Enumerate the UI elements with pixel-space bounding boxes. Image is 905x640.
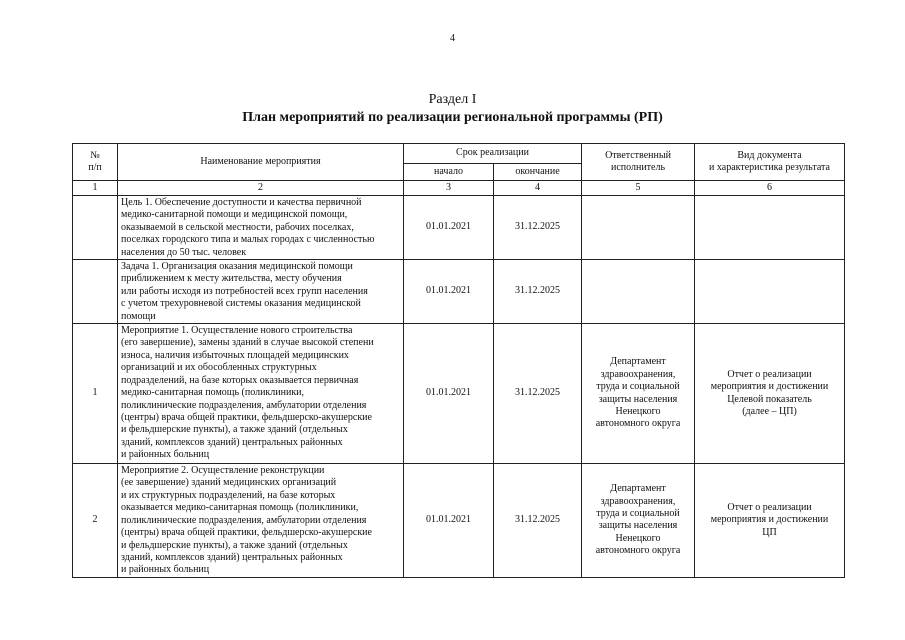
table-row (73, 324, 845, 464)
row-executor: Департамент здравоохранения, труда и социальной защиты населения Ненецкого автономного округа (582, 464, 695, 578)
row-name: Мероприятие 2. Осуществление реконструкции (ее завершение) зданий медицинских организаций и их структурных подразделений, на базе которых оказывается медико-санитарная помощь (поликлиники, поликлинические подразделения, амбулатории отделения (центры) врача общей практики, фельдшерско-акушерские и фельдшерские пункты), а также зданий (отдельных зданий, комплексов зданий) центральных районных и районных больниц (118, 464, 404, 578)
header-name: Наименование мероприятия (118, 144, 404, 181)
table-header-row (73, 144, 845, 164)
column-number: 4 (494, 181, 582, 196)
column-number: 3 (404, 181, 494, 196)
row-name: Задача 1. Организация оказания медицинской помощи приближением к месту жительства, месту обучения или работы исходя из потребностей всех групп населения с учетом трехуровневой системы оказания медицинской помощи (118, 260, 404, 324)
column-number-row (73, 181, 845, 196)
column-number: 2 (118, 181, 404, 196)
row-start: 01.01.2021 (404, 196, 494, 260)
column-number: 5 (582, 181, 695, 196)
header-executor: Ответственный исполнитель (582, 144, 695, 181)
row-end: 31.12.2025 (494, 260, 582, 324)
column-number: 1 (73, 181, 118, 196)
row-executor (582, 196, 695, 260)
row-num (73, 196, 118, 260)
header-start: начало (404, 164, 494, 181)
header-end: окончание (494, 164, 582, 181)
row-num: 1 (73, 324, 118, 464)
header-num: № п/п (73, 144, 118, 181)
row-name: Цель 1. Обеспечение доступности и качества первичной медико-санитарной помощи и медицинской помощи, оказываемой в сельской местности, рабочих поселках, поселках городского типа и малых городах с численностью населения до 50 тыс. человек (118, 196, 404, 260)
row-doc (695, 260, 845, 324)
row-end: 31.12.2025 (494, 196, 582, 260)
table-row (73, 196, 845, 260)
plan-table (72, 143, 845, 578)
row-end: 31.12.2025 (494, 324, 582, 464)
row-doc: Отчет о реализации мероприятия и достижении ЦП (695, 464, 845, 578)
column-number: 6 (695, 181, 845, 196)
header-doc: Вид документа и характеристика результата (695, 144, 845, 181)
row-executor (582, 260, 695, 324)
page-number: 4 (450, 33, 455, 44)
section-title: Раздел I (428, 92, 477, 107)
row-name: Мероприятие 1. Осуществление нового строительства (его завершение), замены зданий в случае высокой степени износа, наличия избыточных площадей медицинских организаций и их обособленных структурных подразделений, на базе которых оказывается первичная медико-санитарная помощь (поликлиники, поликлинические подразделения, амбулатории отделения (центры) врача общей практики, фельдшерско-акушерские и фельдшерские пункты), а также зданий (отдельных зданий, комплексов зданий) центральных районных и районных больниц (118, 324, 404, 464)
table-row (73, 260, 845, 324)
plan-title: План мероприятий по реализации региональной программы (РП) (242, 110, 663, 125)
row-num (73, 260, 118, 324)
row-end: 31.12.2025 (494, 464, 582, 578)
table-row (73, 464, 845, 578)
row-doc (695, 196, 845, 260)
row-num: 2 (73, 464, 118, 578)
row-start: 01.01.2021 (404, 324, 494, 464)
row-executor: Департамент здравоохранения, труда и социальной защиты населения Ненецкого автономного округа (582, 324, 695, 464)
row-doc: Отчет о реализации мероприятия и достижении Целевой показатель (далее – ЦП) (695, 324, 845, 464)
header-period: Срок реализации (404, 144, 582, 164)
row-start: 01.01.2021 (404, 260, 494, 324)
row-start: 01.01.2021 (404, 464, 494, 578)
